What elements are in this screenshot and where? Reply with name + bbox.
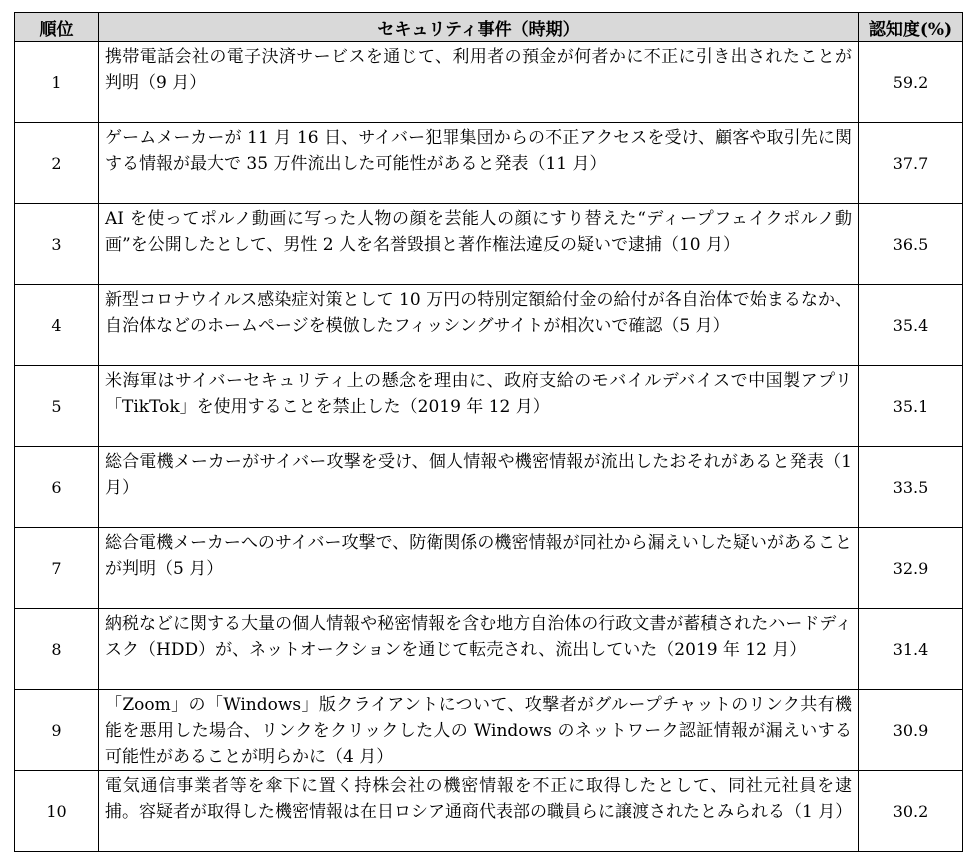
awareness-cell: 37.7 bbox=[859, 123, 963, 204]
incident-cell: 総合電機メーカーへのサイバー攻撃で、防衛関係の機密情報が同社から漏えいした疑いがあることが判明（5 月） bbox=[99, 528, 859, 609]
rank-cell: 4 bbox=[15, 285, 99, 366]
rank-cell: 8 bbox=[15, 609, 99, 690]
awareness-cell: 32.9 bbox=[859, 528, 963, 609]
table-row bbox=[15, 447, 963, 528]
incident-cell: 総合電機メーカーがサイバー攻撃を受け、個人情報や機密情報が流出したおそれがあると発表（1 月） bbox=[99, 447, 859, 528]
header-row bbox=[15, 13, 963, 42]
table-row bbox=[15, 204, 963, 285]
rank-cell: 7 bbox=[15, 528, 99, 609]
table-row bbox=[15, 690, 963, 771]
incident-cell: 「Zoom」の「Windows」版クライアントについて、攻撃者がグループチャットのリンク共有機能を悪用した場合、リンクをクリックした人の Windows のネットワーク認証情報が漏えいする可能性があることが明らかに（4 月） bbox=[99, 690, 859, 771]
awareness-header: 認知度(%) bbox=[859, 13, 963, 42]
incident-header: セキュリティ事件（時期） bbox=[99, 13, 859, 42]
awareness-cell: 36.5 bbox=[859, 204, 963, 285]
awareness-cell: 31.4 bbox=[859, 609, 963, 690]
table-row bbox=[15, 528, 963, 609]
rank-header: 順位 bbox=[15, 13, 99, 42]
incident-cell: AI を使ってポルノ動画に写った人物の顔を芸能人の顔にすり替えた“ディープフェイクポルノ動画”を公開したとして、男性 2 人を名誉毀損と著作権法違反の疑いで逮捕（10 月） bbox=[99, 204, 859, 285]
incident-cell: ゲームメーカーが 11 月 16 日、サイバー犯罪集団からの不正アクセスを受け、顧客や取引先に関する情報が最大で 35 万件流出した可能性があると発表（11 月） bbox=[99, 123, 859, 204]
table-row bbox=[15, 771, 963, 852]
rank-cell: 10 bbox=[15, 771, 99, 852]
rank-cell: 3 bbox=[15, 204, 99, 285]
awareness-cell: 59.2 bbox=[859, 42, 963, 123]
table-row bbox=[15, 285, 963, 366]
security-incident-table bbox=[14, 12, 963, 852]
table-row bbox=[15, 42, 963, 123]
table-row bbox=[15, 123, 963, 204]
rank-cell: 6 bbox=[15, 447, 99, 528]
table-row bbox=[15, 366, 963, 447]
incident-cell: 新型コロナウイルス感染症対策として 10 万円の特別定額給付金の給付が各自治体で始まるなか、自治体などのホームページを模倣したフィッシングサイトが相次いで確認（5 月） bbox=[99, 285, 859, 366]
table-row bbox=[15, 609, 963, 690]
awareness-cell: 35.4 bbox=[859, 285, 963, 366]
incident-cell: 携帯電話会社の電子決済サービスを通じて、利用者の預金が何者かに不正に引き出されたことが判明（9 月） bbox=[99, 42, 859, 123]
rank-cell: 9 bbox=[15, 690, 99, 771]
rank-cell: 1 bbox=[15, 42, 99, 123]
incident-cell: 米海軍はサイバーセキュリティ上の懸念を理由に、政府支給のモバイルデバイスで中国製アプリ「TikTok」を使用することを禁止した（2019 年 12 月） bbox=[99, 366, 859, 447]
awareness-cell: 30.2 bbox=[859, 771, 963, 852]
rank-cell: 5 bbox=[15, 366, 99, 447]
table-body bbox=[15, 42, 963, 852]
awareness-cell: 33.5 bbox=[859, 447, 963, 528]
awareness-cell: 30.9 bbox=[859, 690, 963, 771]
rank-cell: 2 bbox=[15, 123, 99, 204]
awareness-cell: 35.1 bbox=[859, 366, 963, 447]
incident-cell: 電気通信事業者等を傘下に置く持株会社の機密情報を不正に取得したとして、同社元社員を逮捕。容疑者が取得した機密情報は在日ロシア通商代表部の職員らに譲渡されたとみられる（1 月） bbox=[99, 771, 859, 852]
incident-cell: 納税などに関する大量の個人情報や秘密情報を含む地方自治体の行政文書が蓄積されたハードディスク（HDD）が、ネットオークションを通じて転売され、流出していた（2019 年 12 月） bbox=[99, 609, 859, 690]
